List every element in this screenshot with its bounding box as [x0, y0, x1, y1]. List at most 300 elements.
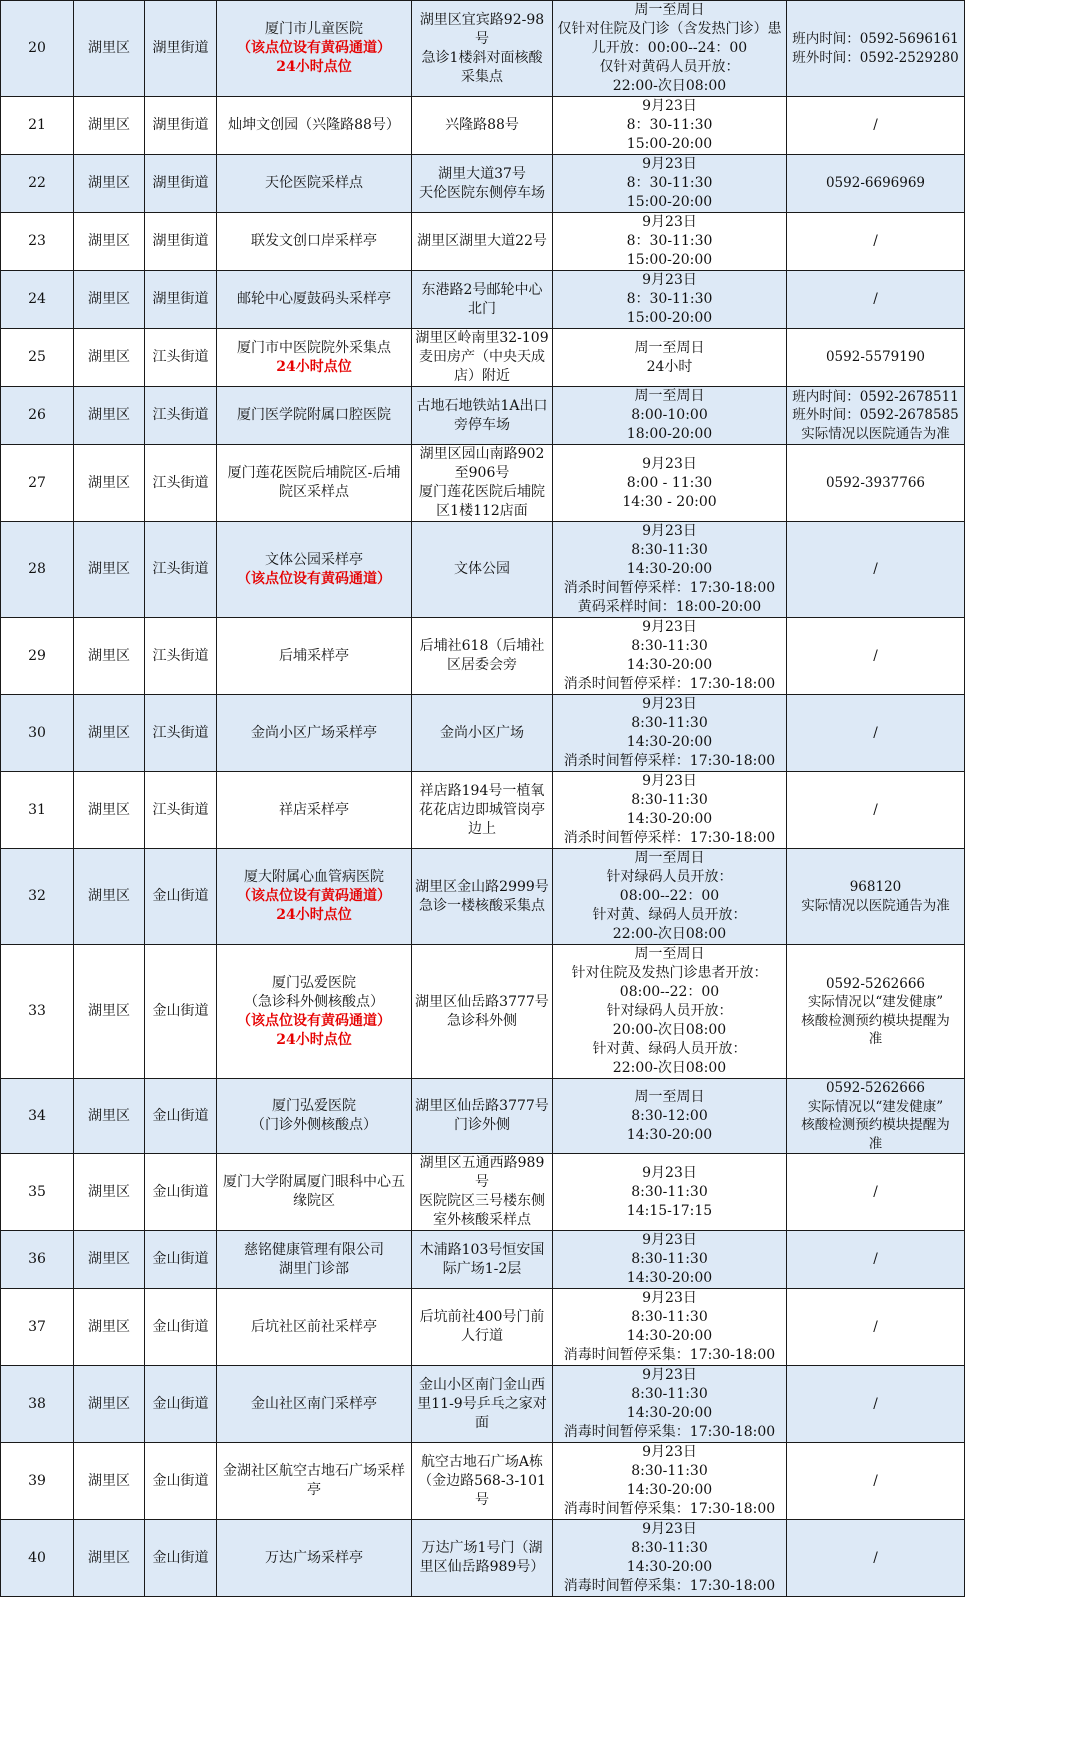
contact-phone-cell-line: 0592-5579190: [825, 349, 926, 366]
address-cell-line: 金尚小区广场: [440, 724, 524, 741]
address-cell-line: 湖里区仙岳路3777号: [415, 993, 549, 1010]
contact-phone-cell-line: 968120: [849, 879, 902, 895]
hours-cell: [553, 849, 787, 945]
address-cell: [412, 329, 553, 387]
hours-cell-line: 22:00-次日08:00: [612, 1060, 727, 1076]
address-cell-line: 湖里区园山南路902: [419, 446, 545, 462]
site-name-cell: [217, 1366, 412, 1443]
hours-cell: [553, 1, 787, 97]
street-cell: 江头街道: [145, 618, 217, 695]
hours-cell: [553, 329, 787, 387]
address-cell-line: 里区仙岳路989号）: [419, 1559, 545, 1575]
contact-phone-cell-line: 班内时间：0592-5696161: [792, 31, 959, 47]
contact-phone-cell: [787, 213, 965, 271]
hours-cell-line: 针对黄、绿码人员开放：: [592, 907, 747, 923]
contact-phone-cell-line: /: [873, 647, 878, 664]
hours-cell-line: 9月23日: [642, 696, 697, 712]
address-cell-line: 采集点: [461, 68, 503, 85]
district-cell: 湖里区: [74, 1366, 145, 1443]
address-cell: [412, 1, 553, 97]
hours-cell-line: 9月23日: [642, 1367, 697, 1383]
hours-cell-line: 针对住院及发热门诊患者开放：: [571, 965, 768, 981]
hours-cell-line: 9月23日: [642, 773, 697, 789]
hours-cell-line: 消毒时间暂停采集：17:30-18:00: [563, 1501, 776, 1517]
site-name-cell: [217, 945, 412, 1079]
hours-cell: [553, 772, 787, 849]
site-name-cell: [217, 97, 412, 155]
table-row: [1, 1, 965, 97]
site-name-cell-line: （该点位设有黄码通道）: [237, 888, 391, 904]
street-cell: 金山街道: [145, 1231, 217, 1289]
contact-phone-cell: [787, 387, 965, 445]
district-cell: 湖里区: [74, 213, 145, 271]
hours-cell-line: 14:30-20:00: [626, 1482, 713, 1498]
table-row: [1, 271, 965, 329]
address-cell-line: 面: [475, 1414, 489, 1431]
district-cell: 湖里区: [74, 329, 145, 387]
site-name-cell: [217, 849, 412, 945]
row-number-cell: 27: [1, 445, 74, 522]
hours-cell-line: 15:00-20:00: [626, 252, 713, 268]
contact-phone-cell-line: /: [873, 291, 878, 308]
hours-cell-line: 14:30-20:00: [626, 1126, 713, 1143]
address-cell-line: 门诊外侧: [454, 1117, 510, 1133]
site-name-cell-line: （门诊外侧核酸点）: [251, 1117, 377, 1133]
hours-cell-line: 15:00-20:00: [626, 136, 713, 152]
contact-phone-cell-line: 班外时间：0592-2529280: [792, 49, 959, 66]
contact-phone-cell-line: 0592-5262666: [825, 975, 926, 992]
hours-cell-line: 9月23日: [642, 272, 697, 288]
address-cell: [412, 155, 553, 213]
address-cell-line: 兴隆路88号: [445, 117, 519, 133]
hours-cell-line: 08:00--22：00: [619, 888, 720, 904]
address-cell-line: 厦门莲花医院后埔院: [419, 484, 545, 500]
contact-phone-cell-line: /: [873, 801, 878, 818]
hours-cell: [553, 387, 787, 445]
contact-phone-cell: [787, 1289, 965, 1366]
address-cell-line: 湖里区湖里大道22号: [417, 233, 547, 249]
site-name-cell: [217, 1, 412, 97]
site-name-cell-line: 缘院区: [293, 1193, 335, 1209]
contact-phone-cell: [787, 329, 965, 387]
address-cell-line: 店）附近: [454, 368, 510, 384]
hours-cell-line: 周一至周日: [634, 339, 705, 356]
hours-cell-line: 22:00-次日08:00: [612, 78, 727, 94]
site-name-cell-line: 慈铭健康管理有限公司: [244, 1241, 384, 1258]
site-name-cell-line: 24小时点位: [276, 1031, 352, 1048]
hours-cell-line: 9月23日: [642, 1164, 697, 1181]
address-cell-line: 湖里区仙岳路3777号: [415, 1098, 549, 1114]
hours-cell-line: 14:30-20:00: [626, 1559, 713, 1575]
contact-phone-cell: [787, 1079, 965, 1154]
district-cell: 湖里区: [74, 849, 145, 945]
address-cell-line: 旁停车场: [454, 416, 510, 433]
hours-cell-line: 9月23日: [642, 455, 697, 472]
address-cell: [412, 387, 553, 445]
district-cell: 湖里区: [74, 387, 145, 445]
site-name-cell-line: 厦门弘爱医院: [272, 974, 356, 991]
hours-cell-line: 周一至周日: [634, 388, 705, 404]
site-name-cell: [217, 387, 412, 445]
contact-phone-cell: [787, 695, 965, 772]
address-cell-line: 里11-9号乒乓之家对: [417, 1395, 547, 1412]
hours-cell-line: 9月23日: [642, 1290, 697, 1306]
hours-cell-line: 8:30-11:30: [631, 792, 708, 808]
hours-cell-line: 消杀时间暂停采样：17:30-18:00: [563, 830, 776, 846]
hours-cell: [553, 695, 787, 772]
hours-cell-line: 8:30-11:30: [631, 1183, 708, 1200]
hours-cell-line: 14:30 - 20:00: [622, 493, 717, 510]
hours-cell-line: 18:00-20:00: [626, 426, 713, 442]
site-name-cell-line: 湖里门诊部: [279, 1260, 349, 1277]
hours-cell-line: 仅针对黄码人员开放：: [599, 59, 740, 75]
hours-cell-line: 9月23日: [642, 1521, 697, 1537]
hours-cell: [553, 1443, 787, 1520]
row-number-cell: 26: [1, 387, 74, 445]
site-name-cell-line: 金尚小区广场采样亭: [251, 724, 377, 741]
address-cell-line: 花花店边即城管岗亭: [419, 801, 545, 818]
site-name-cell: [217, 271, 412, 329]
hours-cell: [553, 1231, 787, 1289]
site-name-cell-line: 联发文创口岸采样亭: [251, 233, 377, 249]
contact-phone-cell-line: 准: [868, 1031, 883, 1047]
hours-cell-line: 9月23日: [642, 1232, 697, 1248]
row-number-cell: 28: [1, 522, 74, 618]
street-cell: 湖里街道: [145, 271, 217, 329]
contact-phone-cell-line: /: [873, 724, 878, 741]
address-cell: [412, 1443, 553, 1520]
hours-cell: [553, 945, 787, 1079]
row-number-cell: 35: [1, 1154, 74, 1231]
row-number-cell: 21: [1, 97, 74, 155]
site-name-cell-line: 灿坤文创园（兴隆路88号）: [228, 117, 400, 133]
hours-cell-line: 周一至周日: [634, 1088, 705, 1105]
contact-phone-cell: [787, 618, 965, 695]
row-number-cell: 29: [1, 618, 74, 695]
hours-cell: [553, 618, 787, 695]
address-cell-line: 人行道: [461, 1328, 503, 1344]
address-cell-line: 万达广场1号门（湖: [421, 1540, 543, 1556]
address-cell-line: 麦田房产（中央天成: [419, 349, 545, 365]
contact-phone-cell: [787, 849, 965, 945]
site-name-cell-line: 厦门市中医院院外采集点: [237, 339, 391, 356]
address-cell-line: 祥店路194号一植氧: [419, 782, 545, 799]
hours-cell-line: 消杀时间暂停采样：17:30-18:00: [563, 676, 776, 692]
hours-cell-line: 8：30-11:30: [626, 117, 713, 133]
site-name-cell-line: 厦门医学院附属口腔医院: [237, 407, 391, 423]
site-name-cell: [217, 1443, 412, 1520]
table-row: [1, 1443, 965, 1520]
site-name-cell-line: 金湖社区航空古地石广场采样: [223, 1463, 405, 1479]
hours-cell: [553, 445, 787, 522]
street-cell: 金山街道: [145, 1520, 217, 1597]
district-cell: 湖里区: [74, 1231, 145, 1289]
contact-phone-cell-line: 核酸检测预约模块提醒为: [801, 1117, 950, 1133]
row-number-cell: 23: [1, 213, 74, 271]
address-cell-line: 北门: [468, 300, 496, 317]
address-cell-line: 边上: [468, 820, 496, 837]
district-cell: 湖里区: [74, 1289, 145, 1366]
hours-cell: [553, 1289, 787, 1366]
street-cell: 湖里街道: [145, 213, 217, 271]
hours-cell-line: 8:30-11:30: [631, 715, 708, 731]
hours-cell-line: 14:30-20:00: [626, 811, 713, 827]
contact-phone-cell-line: 0592-5262666: [825, 1080, 926, 1096]
hours-cell-line: 消毒时间暂停采集：17:30-18:00: [563, 1578, 776, 1594]
row-number-cell: 33: [1, 945, 74, 1079]
site-name-cell: [217, 772, 412, 849]
hours-cell-line: 周一至周日: [634, 2, 705, 18]
hours-cell-line: 8:30-11:30: [631, 542, 708, 558]
hours-cell-line: 14:30-20:00: [626, 1405, 713, 1421]
row-number-cell: 32: [1, 849, 74, 945]
row-number-cell: 24: [1, 271, 74, 329]
hours-cell-line: 9月23日: [642, 214, 697, 230]
site-name-cell-line: 祥店采样亭: [279, 801, 349, 818]
address-cell-line: 急诊一楼核酸采集点: [419, 897, 545, 914]
hours-cell: [553, 155, 787, 213]
address-cell: [412, 522, 553, 618]
contact-phone-cell-line: /: [873, 1549, 878, 1566]
contact-phone-cell: [787, 1520, 965, 1597]
site-name-cell-line: 厦门莲花医院后埔院区-后埔: [227, 465, 401, 481]
hours-cell-line: 仅针对住院及门诊（含发热门诊）患: [557, 21, 782, 37]
row-number-cell: 25: [1, 329, 74, 387]
hours-cell-line: 14:30-20:00: [626, 657, 713, 673]
address-cell: [412, 945, 553, 1079]
district-cell: 湖里区: [74, 1079, 145, 1154]
site-name-cell-line: 文体公园采样亭: [265, 551, 363, 568]
site-name-cell-line: 厦门市儿童医院: [265, 21, 363, 37]
site-name-cell: [217, 695, 412, 772]
contact-phone-cell-line: 实际情况以医院通告为准: [801, 425, 950, 442]
site-name-cell: [217, 618, 412, 695]
site-name-cell-line: 厦大附属心血管病医院: [244, 869, 384, 885]
address-cell: [412, 618, 553, 695]
table-row: [1, 772, 965, 849]
hours-cell-line: 消杀时间暂停采样：17:30-18:00: [563, 580, 776, 596]
contact-phone-cell: [787, 97, 965, 155]
contact-phone-cell: [787, 1366, 965, 1443]
site-name-cell: [217, 1520, 412, 1597]
contact-phone-cell-line: 0592-3937766: [825, 474, 926, 491]
contact-phone-cell-line: 核酸检测预约模块提醒为: [801, 1012, 950, 1029]
address-cell-line: 文体公园: [454, 561, 510, 577]
hours-cell-line: 22:00-次日08:00: [612, 926, 727, 942]
hours-cell: [553, 213, 787, 271]
street-cell: 江头街道: [145, 445, 217, 522]
hours-cell: [553, 1079, 787, 1154]
contact-phone-cell-line: /: [873, 561, 878, 578]
row-number-cell: 31: [1, 772, 74, 849]
hours-cell: [553, 1520, 787, 1597]
table-row: [1, 329, 965, 387]
district-cell: 湖里区: [74, 97, 145, 155]
district-cell: 湖里区: [74, 1, 145, 97]
hours-cell-line: 14:30-20:00: [626, 561, 713, 577]
address-cell: [412, 772, 553, 849]
site-name-cell-line: 后埔采样亭: [279, 647, 349, 664]
address-cell-line: 号: [475, 1491, 489, 1508]
contact-phone-cell-line: 0592-6696969: [825, 175, 926, 192]
contact-phone-cell-line: /: [873, 117, 878, 134]
table-row: [1, 1520, 965, 1597]
district-cell: 湖里区: [74, 772, 145, 849]
site-name-cell-line: 金山社区南门采样亭: [251, 1395, 377, 1412]
hours-cell: [553, 522, 787, 618]
site-name-cell-line: （该点位设有黄码通道）: [237, 40, 391, 56]
contact-phone-cell-line: 准: [868, 1135, 883, 1152]
contact-phone-cell: [787, 945, 965, 1079]
site-name-cell-line: 24小时点位: [276, 907, 352, 923]
address-cell-line: 急诊科外侧: [447, 1012, 517, 1029]
contact-phone-cell: [787, 445, 965, 522]
site-name-cell-line: （该点位设有黄码通道）: [237, 1012, 391, 1029]
table-row: [1, 849, 965, 945]
contact-phone-cell-line: /: [873, 1318, 878, 1335]
table-row: [1, 1366, 965, 1443]
hours-cell-line: 08:00--22：00: [619, 984, 720, 1000]
row-number-cell: 37: [1, 1289, 74, 1366]
site-name-cell-line: 邮轮中心厦鼓码头采样亭: [237, 291, 391, 307]
hours-cell-line: 儿开放：00:00--24：00: [591, 40, 748, 56]
hours-cell-line: 14:30-20:00: [626, 1328, 713, 1344]
address-cell-line: 东港路2号邮轮中心: [421, 281, 543, 298]
hours-cell: [553, 271, 787, 329]
address-cell-line: 医院院区三号楼东侧: [419, 1193, 545, 1209]
hours-cell-line: 8:30-12:00: [631, 1107, 708, 1124]
street-cell: 金山街道: [145, 1443, 217, 1520]
address-cell-line: 木浦路103号恒安国: [419, 1241, 545, 1258]
street-cell: 江头街道: [145, 329, 217, 387]
site-name-cell-line: 厦门大学附属厦门眼科中心五: [223, 1174, 405, 1190]
street-cell: 湖里街道: [145, 1, 217, 97]
site-name-cell-line: 院区采样点: [279, 484, 349, 500]
street-cell: 金山街道: [145, 849, 217, 945]
row-number-cell: 20: [1, 1, 74, 97]
hours-cell-line: 24小时: [646, 358, 693, 375]
address-cell: [412, 1289, 553, 1366]
address-cell-line: （金边路568-3-101: [418, 1472, 546, 1489]
district-cell: 湖里区: [74, 1520, 145, 1597]
hours-cell-line: 8:30-11:30: [631, 1463, 708, 1479]
table-row: [1, 1289, 965, 1366]
address-cell-line: 区居委会旁: [447, 657, 517, 673]
site-name-cell: [217, 329, 412, 387]
hours-cell-line: 8:00 - 11:30: [626, 474, 713, 491]
street-cell: 湖里街道: [145, 155, 217, 213]
site-name-cell: [217, 1231, 412, 1289]
contact-phone-cell-line: 实际情况以“建发健康”: [807, 1098, 944, 1115]
site-name-cell-line: 24小时点位: [276, 59, 352, 75]
address-cell-line: 际广场1-2层: [442, 1260, 522, 1277]
site-name-cell-line: 万达广场采样亭: [265, 1549, 363, 1566]
site-name-cell-line: 24小时点位: [276, 358, 352, 375]
street-cell: 金山街道: [145, 945, 217, 1079]
site-name-cell-line: 天伦医院采样点: [265, 175, 363, 191]
hours-cell-line: 针对黄、绿码人员开放：: [592, 1041, 747, 1057]
site-name-cell: [217, 213, 412, 271]
street-cell: 江头街道: [145, 522, 217, 618]
hours-cell-line: 9月23日: [642, 156, 697, 172]
contact-phone-cell: [787, 522, 965, 618]
table-row: [1, 1079, 965, 1154]
hours-cell-line: 15:00-20:00: [626, 194, 713, 210]
row-number-cell: 36: [1, 1231, 74, 1289]
district-cell: 湖里区: [74, 1154, 145, 1231]
district-cell: 湖里区: [74, 271, 145, 329]
site-name-cell-line: （急诊科外侧核酸点）: [244, 993, 384, 1010]
table-row: [1, 1154, 965, 1231]
hours-cell-line: 黄码采样时间：18:00-20:00: [577, 599, 762, 615]
address-cell: [412, 213, 553, 271]
street-cell: 金山街道: [145, 1154, 217, 1231]
address-cell-line: 航空古地石广场A栋: [420, 1453, 544, 1470]
hours-cell-line: 消杀时间暂停采样：17:30-18:00: [563, 753, 776, 769]
table-row: [1, 1231, 965, 1289]
contact-phone-cell-line: 实际情况以医院通告为准: [801, 897, 950, 914]
address-cell: [412, 1366, 553, 1443]
hours-cell-line: 8:30-11:30: [631, 638, 708, 654]
contact-phone-cell: [787, 1443, 965, 1520]
hours-cell-line: 8:30-11:30: [631, 1386, 708, 1402]
address-cell-line: 湖里区金山路2999号: [415, 878, 549, 895]
street-cell: 金山街道: [145, 1366, 217, 1443]
hours-cell-line: 8：30-11:30: [626, 291, 713, 307]
district-cell: 湖里区: [74, 522, 145, 618]
address-cell-line: 古地石地铁站1A出口: [416, 397, 548, 414]
contact-phone-cell: [787, 1154, 965, 1231]
hours-cell-line: 14:30-20:00: [626, 734, 713, 750]
address-cell: [412, 849, 553, 945]
row-number-cell: 22: [1, 155, 74, 213]
site-name-cell: [217, 1289, 412, 1366]
street-cell: 江头街道: [145, 387, 217, 445]
address-cell-line: 金山小区南门金山西: [419, 1376, 545, 1393]
hours-cell-line: 8：30-11:30: [626, 175, 713, 191]
address-cell: [412, 1520, 553, 1597]
district-cell: 湖里区: [74, 695, 145, 772]
site-name-cell: [217, 1079, 412, 1154]
address-cell-line: 区1楼112店面: [436, 503, 528, 519]
row-number-cell: 30: [1, 695, 74, 772]
street-cell: 金山街道: [145, 1079, 217, 1154]
address-cell-line: 后坑前社400号门前: [419, 1309, 545, 1325]
hours-cell-line: 周一至周日: [634, 946, 705, 962]
hours-cell-line: 9月23日: [642, 1444, 697, 1460]
address-cell-line: 后埔社618（后埔社: [419, 638, 545, 654]
address-cell: [412, 97, 553, 155]
contact-phone-cell-line: /: [873, 1395, 878, 1412]
contact-phone-cell: [787, 271, 965, 329]
site-name-cell-line: （该点位设有黄码通道）: [237, 570, 391, 587]
hours-cell-line: 9月23日: [642, 98, 697, 114]
contact-phone-cell-line: 班外时间：0592-2678585: [792, 407, 959, 424]
table-row: [1, 618, 965, 695]
hours-cell-line: 14:15-17:15: [626, 1202, 713, 1219]
district-cell: 湖里区: [74, 445, 145, 522]
district-cell: 湖里区: [74, 618, 145, 695]
address-cell: [412, 1079, 553, 1154]
hours-cell-line: 8:30-11:30: [631, 1540, 708, 1556]
district-cell: 湖里区: [74, 945, 145, 1079]
hours-cell-line: 针对绿码人员开放：: [606, 1003, 733, 1019]
table-row: [1, 155, 965, 213]
hours-cell-line: 8:30-11:30: [631, 1251, 708, 1267]
row-number-cell: 34: [1, 1079, 74, 1154]
table-row: [1, 97, 965, 155]
address-cell-line: 号: [475, 30, 489, 47]
